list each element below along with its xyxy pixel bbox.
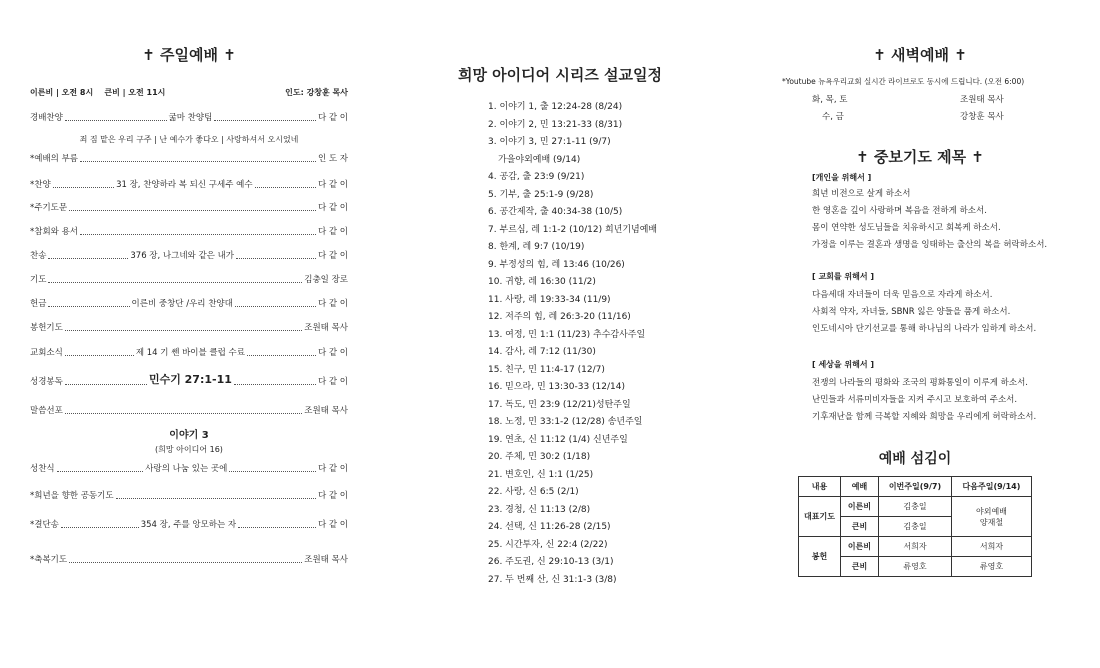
schedule-item: 15. 친구, 민 11:4-17 (12/7) — [488, 364, 605, 375]
sunday-worship-title: ✝ 주일예배 ✝ — [142, 46, 236, 64]
table-row — [799, 497, 1032, 517]
prayer-group — [812, 172, 1047, 250]
prayer-item: 인도네시아 단기선교를 통해 하나님의 나라가 임하게 하소서. — [812, 324, 1037, 334]
order-label: 말씀선포 — [30, 406, 63, 416]
order-label: *주기도문 — [30, 203, 68, 213]
schedule-item: 17. 독도, 민 23:9 (12/21)성탄주일 — [488, 399, 631, 410]
order-row — [30, 225, 348, 237]
schedule-item: 16. 믿으라, 민 13:30-33 (12/14) — [488, 382, 625, 392]
order-person: 다 같 이 — [317, 203, 348, 213]
order-detail: 31 장, 찬양하라 복 되신 구세주 예수 — [116, 180, 253, 190]
order-person: 다 같 이 — [317, 348, 349, 358]
table-cell: 대표기도 — [799, 497, 841, 537]
dawn-leader: 강창훈 목사 — [960, 112, 1004, 122]
schedule-item: 13. 여정, 민 1:1 (11/23) 추수감사주일 — [488, 329, 646, 340]
order-detail: 사랑의 나눔 있는 곳에 — [145, 464, 228, 474]
order-row — [30, 152, 348, 164]
order-person: 김충일 장로 — [304, 275, 348, 285]
service-header — [30, 87, 348, 98]
table-cell: 류영호 — [879, 557, 952, 577]
order-detail: 제 14 기 쎈 바이블 클럽 수료 — [135, 348, 245, 358]
table-row — [799, 477, 1032, 497]
order-row — [30, 273, 348, 285]
order-person: 다 같 이 — [317, 227, 348, 237]
table-header: 내용 — [799, 477, 841, 497]
order-person: 인 도 자 — [317, 154, 348, 164]
table-cell: 이른비 — [841, 497, 879, 517]
prayer-item: 전쟁의 나라들의 평화와 조국의 평화통일이 이루게 하소서. — [812, 378, 1028, 388]
order-row — [30, 249, 348, 261]
schedule-item: 26. 주도권, 신 29:10-13 (3/1) — [488, 557, 614, 567]
sunday-worship-column — [30, 0, 348, 668]
schedule-item: 27. 두 번째 산, 신 31:1-3 (3/8) — [488, 574, 617, 585]
schedule-item: 21. 변호인, 신 1:1 (1/25) — [488, 469, 594, 480]
order-row — [30, 489, 348, 501]
table-cell: 큰비 — [841, 517, 879, 537]
schedule-item: 9. 부정성의 힘, 레 13:46 (10/26) — [488, 259, 625, 270]
order-row — [30, 297, 348, 309]
order-label: *참회와 용서 — [30, 227, 79, 237]
praise-songs: 죄 짐 맡은 우리 구주 | 난 예수가 좋다오 | 사랑하셔서 오시었네 — [79, 135, 299, 144]
schedule-item: 7. 부르심, 레 1:1-2 (10/12) 희년기념예배 — [488, 224, 658, 235]
table-cell: 김충일 — [879, 497, 952, 517]
schedule-item: 5. 기부, 출 25:1-9 (9/28) — [488, 189, 594, 200]
prayer-item: 사회적 약자, 자녀들, SBNR 잃은 양들을 품게 하소서. — [812, 307, 1011, 317]
table-cell: 큰비 — [841, 557, 879, 577]
table-cell: 이른비 — [841, 537, 879, 557]
order-label: 봉헌기도 — [30, 323, 63, 333]
order-label: 교회소식 — [30, 348, 63, 358]
schedule-item: 22. 사랑, 신 6:5 (2/1) — [488, 487, 579, 497]
serve-title: 예배 섬김이 — [878, 451, 952, 467]
prayer-item: 한 영혼을 깊이 사랑하며 복음을 전하게 하소서. — [812, 206, 987, 216]
table-cell: 야외예배 양재철 — [951, 497, 1031, 537]
order-person: 다 같 이 — [317, 464, 349, 474]
order-detail: 376 장, 나그네와 같은 내가 — [130, 251, 235, 261]
order-label: 경배찬양 — [30, 113, 63, 123]
order-label: 기도 — [30, 275, 47, 285]
dawn-leader: 조원태 목사 — [960, 95, 1004, 105]
table-cell: 류영호 — [951, 557, 1031, 577]
schedule-item: 가을야외예배 (9/14) — [498, 154, 581, 165]
schedule-item: 23. 경청, 신 11:13 (2/8) — [488, 504, 591, 515]
table-header: 이번주일(9/7) — [879, 477, 952, 497]
prayer-group — [812, 359, 1036, 422]
dawn-days: 화, 목, 토 — [812, 95, 848, 105]
order-person: 조원태 목사 — [304, 555, 348, 565]
order-label: 성찬식 — [30, 464, 55, 474]
table-cell: 봉헌 — [799, 537, 841, 577]
schedule-item: 14. 감사, 레 7:12 (11/30) — [488, 347, 596, 357]
order-label: *찬양 — [30, 180, 51, 190]
schedule-item: 3. 이야기 3, 민 27:1-11 (9/7) — [488, 137, 611, 147]
service-times: 이른비 | 오전 8시 큰비 | 오전 11시 — [30, 88, 166, 97]
scripture-reading: 민수기 27:1-11 — [148, 373, 232, 386]
table-cell: 서희자 — [879, 537, 952, 557]
prayer-item: 기후재난을 함께 극복할 지혜와 희망을 우리에게 허락하소서. — [812, 412, 1037, 422]
order-row — [30, 111, 348, 123]
order-person: 다 같 이 — [317, 113, 349, 123]
table-row — [799, 537, 1032, 557]
table-header: 예배 — [841, 477, 879, 497]
prayer-group-heading: [ 세상을 위해서 ] — [812, 360, 875, 369]
schedule-item: 20. 주체, 민 30:2 (1/18) — [488, 452, 591, 462]
order-row — [30, 346, 348, 358]
schedule-item: 18. 노정, 민 33:1-2 (12/28) 송년주일 — [488, 417, 643, 427]
order-row — [30, 462, 348, 474]
order-label: *축복기도 — [30, 555, 68, 565]
order-row — [30, 321, 348, 333]
sermon-title: 이야기 3 — [169, 430, 209, 441]
prayer-group — [812, 271, 1036, 334]
order-label: *예배의 부름 — [30, 154, 79, 164]
prayer-item: 가정을 이루는 결혼과 생명을 잉태하는 출산의 복을 허락하소서. — [812, 240, 1048, 250]
prayer-item: 난민들과 서류미비자들을 지켜 주시고 보호하여 주소서. — [812, 395, 1018, 405]
schedule-item: 19. 연초, 신 11:12 (1/4) 신년주일 — [488, 434, 628, 445]
order-row — [30, 201, 348, 213]
order-label: 헌금 — [30, 299, 47, 309]
order-detail: 굶마 찬양팀 — [168, 113, 213, 123]
dawn-note: *Youtube 뉴욕우리교회 실시간 라이브로도 동시에 드립니다. (오전 6:00) — [782, 77, 1025, 86]
order-person: 다 같 이 — [317, 299, 348, 309]
prayer-group-heading: [ 교회를 위해서 ] — [812, 272, 875, 281]
service-leader: 인도: 강창훈 목사 — [285, 88, 348, 97]
order-person: 다 같 이 — [317, 491, 348, 501]
order-row — [30, 371, 348, 387]
sermon-schedule-column — [440, 0, 680, 668]
order-row — [30, 518, 348, 530]
schedule-item: 25. 시간투자, 신 22:4 (2/22) — [488, 539, 608, 550]
schedule-item: 11. 사랑, 레 19:33-34 (11/9) — [488, 294, 611, 305]
order-row — [30, 553, 348, 565]
schedule-item: 2. 이야기 2, 민 13:21-33 (8/31) — [488, 119, 623, 130]
schedule-item: 4. 공감, 출 23:9 (9/21) — [488, 172, 585, 182]
order-person: 다 같 이 — [317, 520, 348, 530]
order-detail: 이른비 중창단 /우리 찬양대 — [131, 299, 233, 309]
dawn-days: 수, 금 — [822, 112, 844, 122]
schedule-item: 12. 저주의 힘, 레 26:3-20 (11/16) — [488, 312, 631, 322]
order-person: 조원태 목사 — [304, 406, 348, 416]
right-column — [770, 0, 1070, 668]
order-label: 성경봉독 — [30, 377, 63, 387]
order-person: 다 같 이 — [317, 180, 348, 190]
servers-table — [798, 476, 1032, 577]
schedule-item: 10. 귀향, 레 16:30 (11/2) — [488, 277, 596, 287]
schedule-item: 6. 공간제작, 출 40:34-38 (10/5) — [488, 207, 623, 217]
order-row — [30, 178, 348, 190]
prayer-group-heading: [개인을 위해서 ] — [812, 173, 872, 182]
table-header: 다음주일(9/14) — [951, 477, 1031, 497]
sermon-schedule-title: 희망 아이디어 시리즈 설교일정 — [457, 66, 663, 84]
prayer-item: 다음세대 자녀들이 더욱 믿음으로 자라게 하소서. — [812, 290, 993, 300]
sermon-subtitle: (희망 아이디어 16) — [155, 445, 223, 454]
order-detail: 354 장, 주를 앙모하는 자 — [140, 520, 237, 530]
order-label: *결단송 — [30, 520, 59, 530]
table-cell: 김충일 — [879, 517, 952, 537]
prayer-title: ✝ 중보기도 제목 ✝ — [856, 148, 984, 166]
prayer-item: 희년 비전으로 살게 하소서 — [812, 189, 911, 199]
order-label: *희년을 향한 공동기도 — [30, 491, 114, 501]
order-person: 다 같 이 — [317, 251, 348, 261]
schedule-item: 1. 이야기 1, 출 12:24-28 (8/24) — [488, 102, 623, 112]
order-person: 조원태 목사 — [304, 323, 348, 333]
order-label: 찬송 — [30, 251, 47, 261]
prayer-item: 몸이 연약한 성도님들을 치유하시고 회복케 하소서. — [812, 223, 1001, 233]
order-person: 다 같 이 — [317, 377, 349, 387]
schedule-item: 8. 한계, 레 9:7 (10/19) — [488, 242, 585, 252]
dawn-worship-title: ✝ 새벽예배 ✝ — [873, 46, 967, 64]
order-row — [30, 404, 348, 416]
table-cell: 서희자 — [951, 537, 1031, 557]
schedule-item: 24. 선택, 신 11:26-28 (2/15) — [488, 522, 611, 532]
